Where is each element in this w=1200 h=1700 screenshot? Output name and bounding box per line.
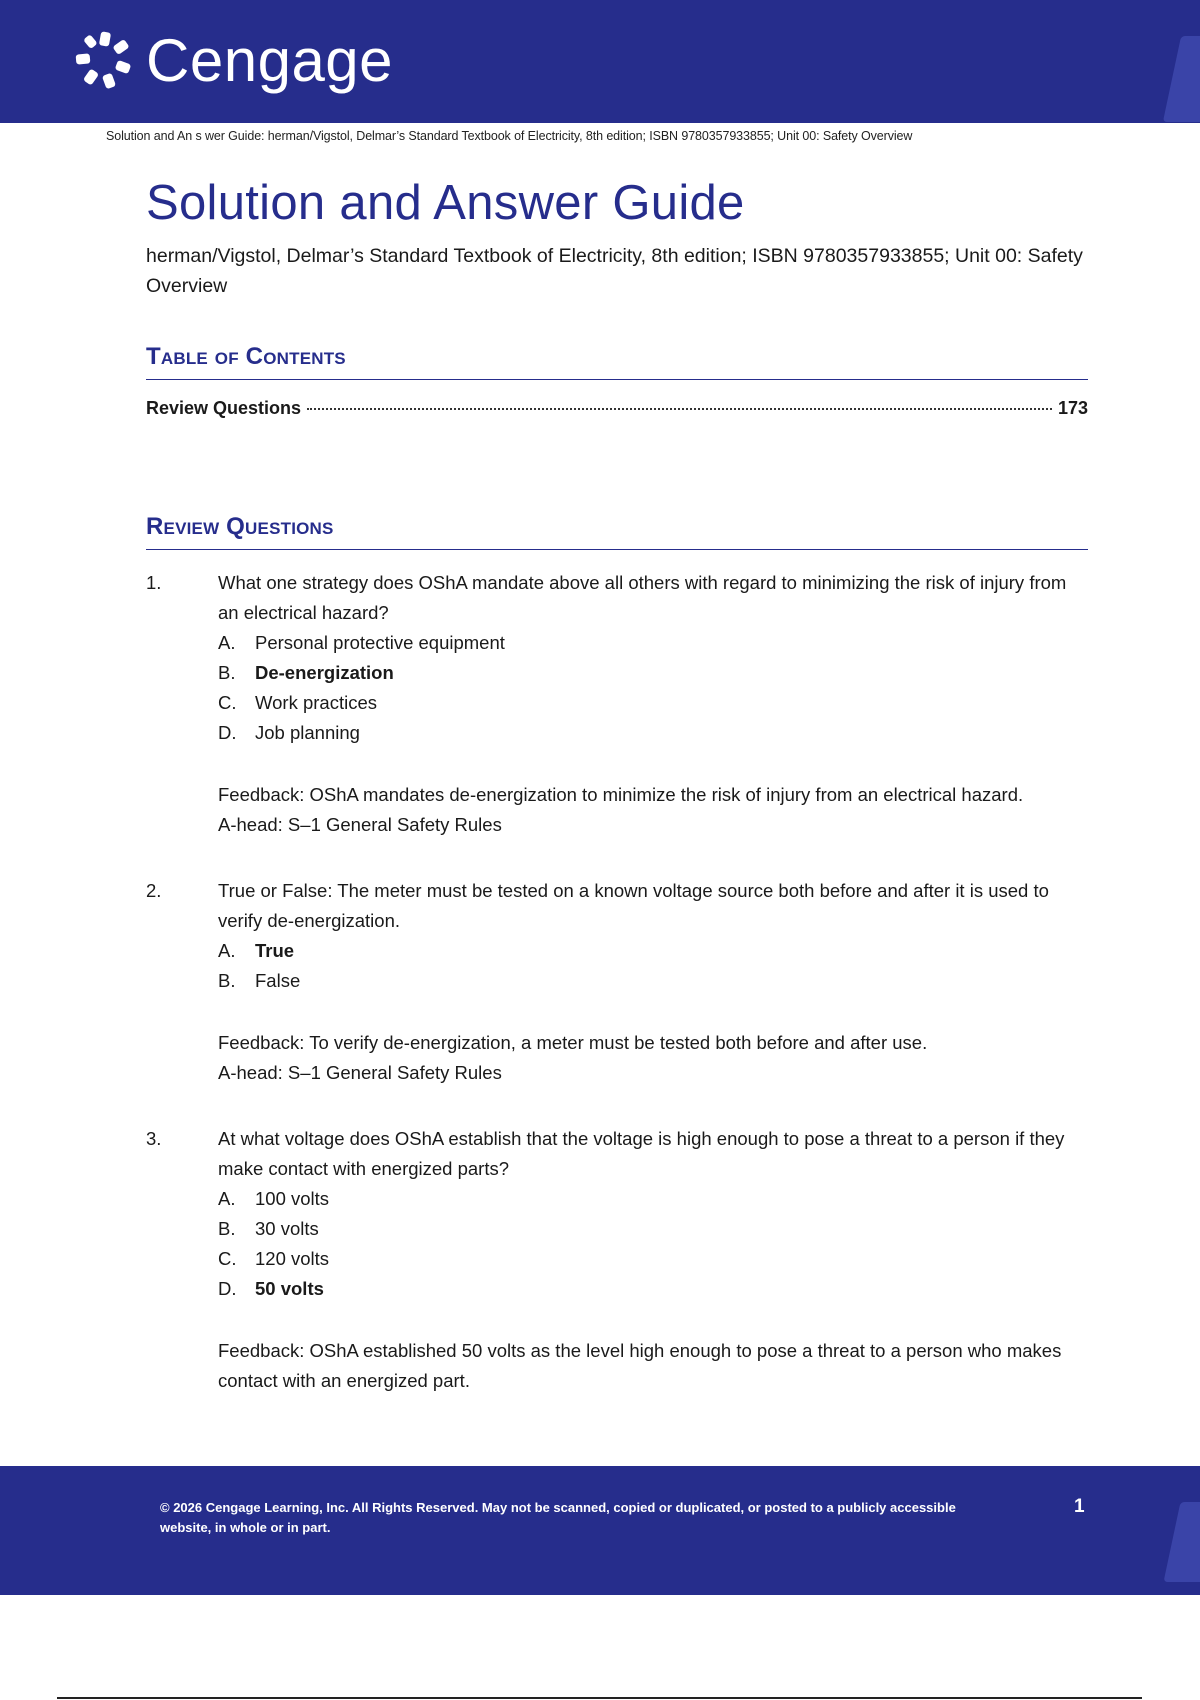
question-2 — [146, 876, 1088, 1088]
option-letter: C. — [218, 692, 237, 714]
option-b — [218, 966, 1088, 996]
option-a-correct — [218, 936, 1088, 966]
option-c — [218, 688, 1088, 718]
feedback-text: Feedback: OShA mandates de-energization to minimize the risk of injury from an electrical hazard. — [218, 784, 1024, 806]
option-d — [218, 718, 1088, 748]
question-text: True or False: The meter must be tested on a known voltage source both before and after it is used to verify de-energization. — [218, 880, 1049, 932]
option-text: 50 volts — [255, 1278, 324, 1300]
question-number: 3. — [146, 1128, 162, 1150]
cengage-logo[interactable] — [74, 27, 394, 94]
option-text: 30 volts — [255, 1218, 319, 1240]
option-letter: A. — [218, 1188, 236, 1210]
option-text: Personal protective equipment — [255, 632, 505, 654]
footer-corner-decoration — [1163, 1502, 1200, 1582]
question-text: At what voltage does OShA establish that the voltage is high enough to pose a threat to a person if they make contact with energized parts? — [218, 1128, 1065, 1180]
option-letter: A. — [218, 940, 236, 962]
option-letter: B. — [218, 662, 236, 684]
page-content — [146, 175, 1088, 1396]
cengage-mark-icon — [74, 30, 136, 92]
option-b — [218, 1214, 1088, 1244]
option-letter: D. — [218, 1278, 237, 1300]
option-text: De-energization — [255, 662, 394, 684]
question-number: 2. — [146, 880, 162, 902]
a-head-text: A-head: S–1 General Safety Rules — [218, 814, 502, 836]
brand-name: Cengage — [146, 27, 394, 94]
toc-leader-dots — [307, 408, 1052, 410]
question-number: 1. — [146, 572, 162, 594]
option-text: 120 volts — [255, 1248, 330, 1270]
footer-band — [0, 1466, 1200, 1595]
option-letter: B. — [218, 1218, 236, 1240]
option-a — [218, 628, 1088, 658]
question-text: What one strategy does OShA mandate above all others with regard to minimizing the risk of injury from an electrical hazard? — [218, 572, 1067, 624]
header-band — [0, 0, 1200, 123]
option-c — [218, 1244, 1088, 1274]
option-b-correct — [218, 658, 1088, 688]
option-letter: D. — [218, 722, 237, 744]
divider — [57, 1697, 1142, 1699]
copyright-notice: © 2026 Cengage Learning, Inc. All Rights Reserved. May not be scanned, copied or duplicated, or posted to a publicly accessible website, in whole or in part. — [160, 1500, 956, 1535]
question-3 — [146, 1124, 1088, 1396]
option-a — [218, 1184, 1088, 1214]
answer-options — [218, 936, 1088, 996]
answer-options — [218, 1184, 1088, 1304]
page-number: 1 — [1074, 1496, 1085, 1517]
option-text: 100 volts — [255, 1188, 330, 1210]
header-corner-decoration — [1163, 36, 1200, 122]
option-letter: A. — [218, 632, 236, 654]
question-1 — [146, 568, 1088, 840]
option-letter: B. — [218, 970, 236, 992]
page-subtitle: herman/Vigstol, Delmar’s Standard Textbook of Electricity, 8th edition; ISBN 9780357933855; Unit 00: Safety Overview — [146, 245, 1083, 298]
toc-heading: Table of Contents — [146, 343, 1088, 380]
toc-entry[interactable] — [146, 398, 1088, 419]
option-text: False — [255, 970, 301, 992]
option-text: Job planning — [255, 722, 360, 744]
feedback-text: Feedback: OShA established 50 volts as the level high enough to pose a threat to a person who makes contact with an energized part. — [218, 1340, 1062, 1392]
answer-options — [218, 628, 1088, 748]
toc-entry-page: 173 — [1057, 398, 1088, 419]
toc-entry-label: Review Questions — [146, 398, 302, 419]
feedback-text: Feedback: To verify de-energization, a meter must be tested both before and after use. — [218, 1032, 928, 1054]
option-d-correct — [218, 1274, 1088, 1304]
running-head: Solution and An s wer Guide: herman/Vigstol, Delmar’s Standard Textbook of Electricity, 8th edition; ISBN 9780357933855; Unit 00: Safety Overview — [106, 129, 913, 143]
page-title: Solution and Answer Guide — [146, 176, 745, 230]
option-text: Work practices — [255, 692, 377, 714]
option-letter: C. — [218, 1248, 237, 1270]
option-text: True — [255, 940, 295, 962]
review-questions-heading: Review Questions — [146, 513, 1088, 550]
a-head-text: A-head: S–1 General Safety Rules — [218, 1062, 502, 1084]
